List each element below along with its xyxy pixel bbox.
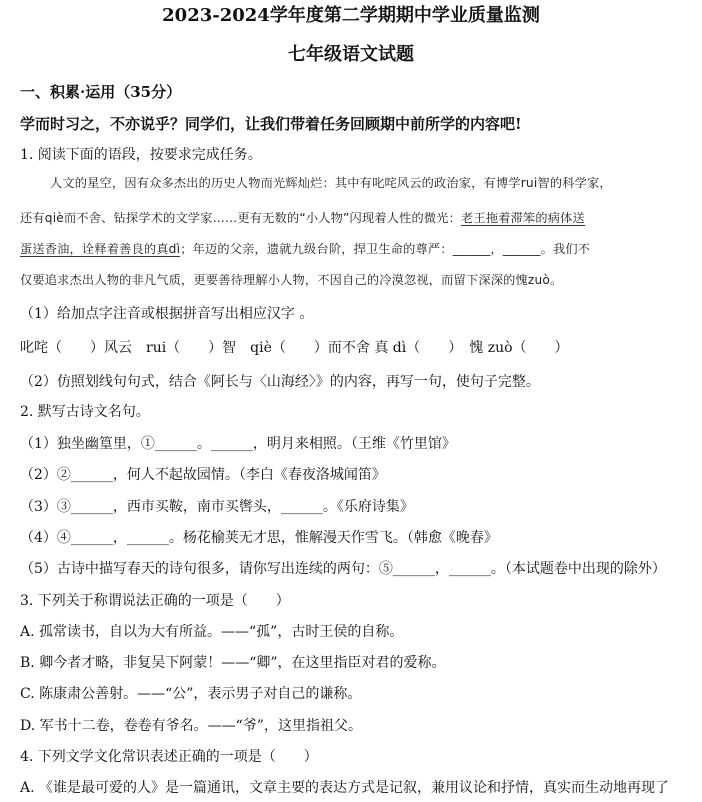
q2-item: （1）独坐幽篁里，①______。______，明月来相照。（王维《竹里馆》 xyxy=(20,436,456,452)
q3-option-b: B. 卿今者才略，非复吴下阿蒙！——“卿”，在这里指臣对君的爱称。 xyxy=(20,655,446,671)
q1-sub2: （2）仿照划线句句式，结合《阿长与〈山海经〉》的内容，再写一句，使句子完整。 xyxy=(20,374,540,390)
q1-passage-line4: 仅要追求杰出人物的非凡气质，更要善待理解小人物，不因自己的冷漠忽视，而留下深深的愧zuò。 xyxy=(20,273,563,287)
q2-stem: 2. 默写古诗文名句。 xyxy=(20,404,150,420)
section-intro: 学而时习之，不亦说乎？同学们，让我们带着任务回顾期中前所学的内容吧! xyxy=(20,115,522,133)
passage-text: 还有qiè而不舍、钻探学术的文学家……更有无数的“小人物”闪现着人性的微光： xyxy=(20,211,462,225)
q4-stem: 4. 下列文学文化常识表述正确的一项是（ ） xyxy=(20,749,318,765)
exam-title: 2023-2024学年度第二学期期中学业质量监测 xyxy=(162,5,540,26)
exam-subtitle: 七年级语文试题 xyxy=(288,44,414,65)
section-heading: 一、积累·运用（35分） xyxy=(20,83,182,101)
q3-option-d: D. 军书十二卷，卷卷有爷名。——“爷”，这里指祖父。 xyxy=(20,718,362,734)
q2-item: （2）②______，何人不起故园情。（李白《春夜洛城闻笛》 xyxy=(20,467,386,483)
q2-item: （4）④______，______。杨花榆荚无才思，惟解漫天作雪飞。（韩愈《晚春》 xyxy=(20,530,498,546)
q4-option-a: A. 《谁是最可爱的人》是一篇通讯，文章主要的表达方式是记叙，兼用议论和抒情，真实而生动地再现了 xyxy=(20,780,670,796)
q3-option-a: A. 孤常读书，自以为大有所益。——“孤”，古时王侯的自称。 xyxy=(20,624,404,640)
q1-passage-line2 xyxy=(20,208,585,228)
q1-passage-line1: 人文的星空，因有众多杰出的历史人物而光辉灿烂：其中有叱咤风云的政治家，有博学rui智的科学家， xyxy=(50,176,612,190)
q2-item: （5）古诗中描写春天的诗句很多，请你写出连续的两句：⑤______，______。（本试题卷中出现的除外） xyxy=(20,561,666,577)
q1-answers1: 叱咤（ ）风云 rui（ ）智 qiè（ ）而不舍 真 dì（ ） 愧 zuò（ ） xyxy=(20,340,569,356)
q2-item: （3）③______，西市买鞍，南市买辔头，______。《乐府诗集》 xyxy=(20,499,414,515)
underlined-sentence: 蛋送香油，诠释着善良的真dì xyxy=(20,242,181,256)
q3-stem: 3. 下列关于称谓说法正确的一项是（ ） xyxy=(20,593,290,609)
q1-sub1: （1）给加点字注音或根据拼音写出相应汉字 。 xyxy=(20,306,314,322)
q1-passage-line3 xyxy=(20,239,590,259)
q1-stem: 1. 阅读下面的语段，按要求完成任务。 xyxy=(20,147,262,163)
passage-text: ；年迈的父亲，遗就九级台阶，捍卫生命的尊严：______，______。我们不 xyxy=(180,242,591,256)
underlined-sentence: 老王拖着滞笨的病体送 xyxy=(461,211,585,225)
q3-option-c: C. 陈康肃公善射。——“公”，表示男子对自己的谦称。 xyxy=(20,686,362,702)
